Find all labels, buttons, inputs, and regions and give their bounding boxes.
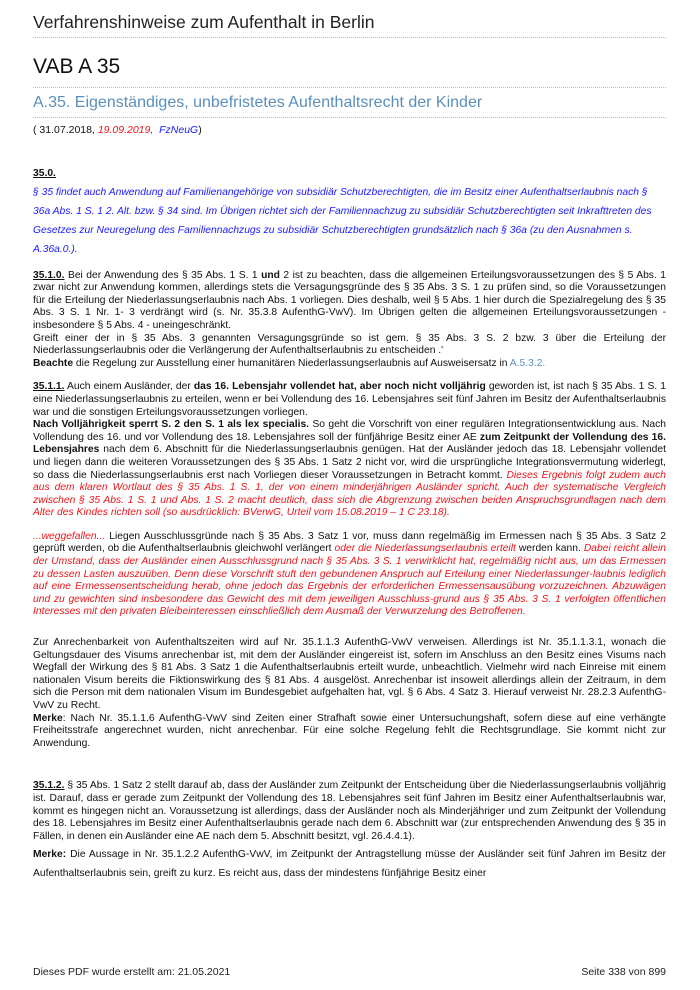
section-label-35-1-1: 35.1.1. <box>33 381 65 393</box>
text-run-amended: oder die Niederlassungserlaubnis erteilt <box>334 543 516 555</box>
section-label-35-0: 35.0. <box>33 168 56 179</box>
section-35-1-2 <box>33 780 666 843</box>
text-run: 2 ist zu beachten, dass die allgemeinen Erteilungsvoraussetzungen des § 5 Abs. 1 zwar nicht zur Anwendung kommen, allerdings stets die Versagungsgründe des § 35 Abs. 3 S. 1 zu prüfen sind, so die Voraussetzungen für die Erteilung der Niederlassungserlaubnis nach Abs. 1 vorliegen. Dies deshalb, weil § 5 Abs. 1 hier durch die Spezialregelung des § 35 Abs. 3 S. 1 Nr. 1- 3 verdrängt wird (s. Nr. 35.3.8 AufenthG-VwV). Im Übrigen gelten die allgemeinen Erteilungsvoraussetzungen - insbesondere § 5 Abs. 4 - uneingeschränkt. <box>33 269 666 331</box>
text-run: werden kann. <box>515 543 584 555</box>
section-35-1-1 <box>33 381 666 520</box>
text-run-bold: Merke: <box>33 849 67 861</box>
section-label-35-1-0: 35.1.0. <box>33 269 65 281</box>
text-run: Bei der Anwendung des § 35 Abs. 1 S. 1 <box>64 269 262 281</box>
law-reference: FzNeuG <box>159 124 199 136</box>
text-run-bold: Nach Volljährigkeit sperrt S. 2 den S. 1 als lex specialis. <box>33 419 310 431</box>
text-run: : Nach Nr. 35.1.1.6 AufenthG-VwV sind Zeiten einer Strafhaft sowie einer Untersuchungshaft, sofern diese auf eine verhängte Freiheitsstrafe angerechnet wurden, nicht anrechenbar. Für eine solche Regelung fehlt die Rechtsgrundlage. Sie kommt nicht zur Anwendung. <box>33 712 666 749</box>
header-divider <box>33 37 666 38</box>
document-id: VAB A 35 <box>33 55 121 78</box>
text-run: Liegen Ausschlussgründe nach § 35 Abs. 3 Satz 1 vor, muss dann regelmäßig im Ermessen nach § 35 Abs. 3 Satz 2 geprüft werden, ob die Aufenthaltserlaubnis gleichwohl verlängert <box>33 530 666 555</box>
revision-date-1: ( 31.07.2018, <box>33 124 98 136</box>
text-run-bold: zum Zeitpunkt der Vollendung des 16. Lebensjahres <box>33 431 666 456</box>
section-35-1-0-beachte <box>33 358 666 371</box>
text-run-bold: Beachte <box>33 357 74 369</box>
text-run: die Regelung zur Ausstellung einer humanitären Niederlassungserlaubnis auf Ausweisersatz in <box>73 357 510 369</box>
revision-close: ) <box>198 124 202 136</box>
text-run: geworden ist, ist nach § 35 Abs. 1 S. 1 eine Niederlassungserlaubnis zu erteilen, wenn er bei Vollendung des 16. Lebensjahres seit fünf Jahren im Besitz der Aufenthaltserlaubnis war und die sonstigen Erteilungsvoraussetzungen vorliegen. <box>33 381 666 418</box>
text-run-amended: Dieses Ergebnis folgt zudem auch aus dem klaren Wortlaut des § 35 Abs. 1 S. 1, der von einem minderjährigen Ausländer spricht. Auch der systematische Vergleich zwischen § 35 Abs. 1 S. 1 und Abs. 1 S. 2 macht deutlich, dass sich die Abgrenzung zwischen beiden Anspruchsgrundlagen nach dem Alter des Kindes richten soll (so ausdrücklich: BVerwG, Urteil vom 15.08.2019 – 1 C 23.18). <box>33 469 666 519</box>
text-run: Zur Anrechenbarkeit von Aufenthaltszeiten wird auf Nr. 35.1.1.3 AufenthG-VwV verweisen. Allerdings ist Nr. 35.1.1.3.1, wonach die Geltungsdauer des Visums anrechenbar ist, mit dem der Ausländer eingereist ist, sofern im Anschluss an den Besitz eines Visums nach Wegfall der Wirkung des § 81 Abs. 3 Satz 1 die Aufenthaltserlaubnis erteilt wurde, unbeachtlich. Vielmehr wird nach Einreise mit einem nationalen Visum bereits die Fiktionswirkung des § 81 Abs. 4 ausgelöst. Anrechenbar ist insoweit allerdings allein der Zeitraum, in dem sich die Person mit dem nationalen Visum im Bundesgebiet aufgehalten hat, vgl. § 6 Abs. 4 Satz 3. Hierauf verweist Nr. 28.2.3 AufenthG-VwV zu Recht. <box>33 637 666 711</box>
revision-dates <box>33 124 202 136</box>
text-run: Die Aussage in Nr. 35.1.2.2 AufenthG-VwV, im Zeitpunkt der Antragstellung müsse der Ausländer seit fünf Jahren im Besitz der Aufenthaltserlaubnis sein, greift zu kurz. Es reicht aus, dass der mindestens fünfjährige Besitz einer <box>33 849 666 880</box>
text-run-amended: ...weggefallen... <box>33 530 106 542</box>
document-subtitle: A.35. Eigenständiges, unbefristetes Aufenthaltsrecht der Kinder <box>33 94 483 111</box>
title-divider <box>33 87 666 88</box>
section-35-1-0 <box>33 270 666 333</box>
section-label-35-1-2: 35.1.2. <box>33 780 65 792</box>
text-run: Auch einem Ausländer, der <box>64 381 194 393</box>
section-35-0-note: § 35 findet auch Anwendung auf Familienangehörige von subsidiär Schutzberechtigten, die im Besitz einer Aufenthaltserlaubnis nach § 36a Abs. 1 S. 1 2. Alt. bzw. § 34 sind. Im Übrigen richtet sich der Familiennachzug zu subsidiär Schutzberechtigten seit Inkrafttreten des Gesetzes zur Neuregelung des Familiennachzugs zu subsidiär Schutzberechtigten grundsätzlich nach § 36a (zu den Ausnahmen s. A.36a.0.). <box>33 186 652 255</box>
text-run-bold: das 16. Lebensjahr vollendet hat, aber noch nicht volljährig <box>193 381 486 393</box>
paragraph-weggefallen <box>33 531 666 619</box>
text-run: § 35 Abs. 1 Satz 2 stellt darauf ab, dass der Ausländer zum Zeitpunkt der Entscheidung über die Niederlassungserlaubnis volljährig ist. Darauf, dass er gerade zum Zeitpunkt der Vollendung des 18. Lebensjahres seit fünf Jahren im Besitz einer Aufenthaltserlaubnis war, kommt es hingegen nicht an. Voraussetzung ist allerdings, dass der Ausländer noch als Minderjähriger und zum Zeitpunkt der Vollendung des 18. Lebensjahres im Besitz einer Aufenthaltserlaubnis gerade nach dem 6. Abschnitt war (zur entsprechenden Anwendung des § 35 in Fällen, in denen ein Ausländer eine AE nach dem 5. Abschnitt besitzt, vgl. 26.4.4.1). <box>33 780 666 842</box>
text-run-bold: und <box>261 269 280 281</box>
footer-page-number: Seite 338 von 899 <box>581 966 666 978</box>
reference-link-a-5-3-2[interactable]: A.5.3.2. <box>509 357 546 369</box>
footer-created: Dieses PDF wurde erstellt am: 21.05.2021 <box>33 966 231 978</box>
paragraph-anrechenbarkeit <box>33 637 666 750</box>
revision-date-2: 19.09.2019, <box>97 124 154 136</box>
section-35-1-0-cont: Greift einer der in § 35 Abs. 3 genannten Versagungsgründe so ist gem. § 35 Abs. 3 S. 2 bzw. 3 über die Erteilung der Niederlassungserlaubnis oder die Verlängerung der Aufenthaltserlaubnis zu entscheiden .' <box>33 332 666 357</box>
text-run-bold: Merke <box>33 712 63 724</box>
subtitle-divider <box>33 117 666 118</box>
text-run: So geht die Vorschrift von einer regulären Integrationsentwicklung aus. Nach Vollendung des 16. und vor Vollendung des 18. Lebensjahres soll der fünfjährige Besitz einer AE <box>33 419 666 443</box>
text-run-amended: Dabei reicht allein der Umstand, dass der Ausländer einen Ausschlussgrund nach § 35 Abs. 3 S. 1 verwirklicht hat, regelmäßig nicht aus, um das Ermessen zu dessen Lasten auszuüben. Denn diese Vorschrift stuft den gebundenen Anspruch auf Erteilung einer Niederlassunger-laubnis lediglich auf eine Ermessensentscheidung herab, ohne jedoch das Ergebnis der erforderlichen Ermessensausübung vorzuzeichnen. Abzuwägen und zu gewichten sind insbesondere das Gewicht des mit dem jeweiligen Ausschluss-grund aus § 35 Abs. 3 S. 1 verfolgten öffentlichen Interesses mit den privaten Bleibeinteressen einschließlich dem Ausmaß der Verwurzelung des Betroffenen. <box>33 543 666 618</box>
section-35-1-2-merke <box>33 845 666 883</box>
text-run: nach dem 6. Abschnitt für die Niederlassungserlaubnis genügen. Hat der Ausländer jedoch das 18. Lebensjahr vollendet und liegen dann die weiteren Voraussetzungen des § 35 Abs. 1 Satz 2 nicht vor, wird die ursprüngliche Integrationsvermutung widerlegt, so dass die Niederlassungserlaubnis erst nach Vorliegen dieser Voraussetzungen in Betracht kommt. <box>33 444 666 481</box>
document-body <box>33 168 666 883</box>
site-title: Verfahrenshinweise zum Aufenthalt in Berlin <box>33 12 375 32</box>
